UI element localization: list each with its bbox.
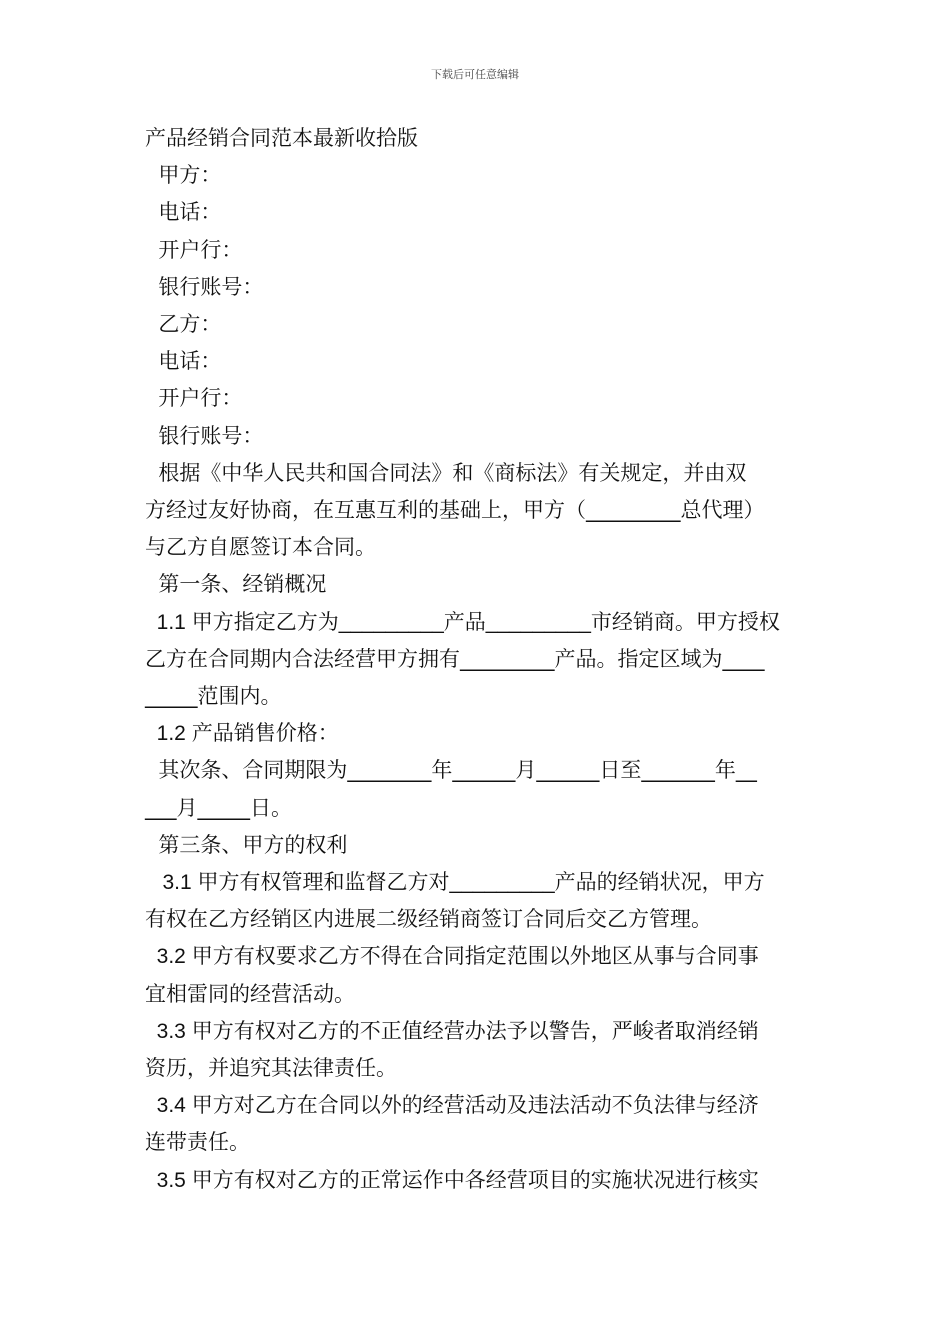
clause-3-2-line: 宜相雷同的经营活动。 [145, 981, 355, 1006]
clause-3-1-line: 3.1 甲方有权管理和监督乙方对_________产品的经销状况，甲方 [145, 871, 765, 895]
party-a-phone-label: 电话： [145, 200, 222, 225]
article-1-heading: 第一条、经销概况 [145, 572, 327, 597]
clause-3-1-line: 有权在乙方经销区内进展二级经销商签订合同后交乙方管理。 [145, 907, 712, 932]
clause-1-1-line: 乙方在合同期内合法经营甲方拥有_________产品。指定区域为____ [145, 646, 765, 671]
preamble-line: 与乙方自愿签订本合同。 [145, 535, 376, 560]
article-2-line: 其次条、合同期限为________年______月______日至_______年__ [145, 758, 757, 783]
clause-3-2-line: 3.2 甲方有权要求乙方不得在合同指定范围以外地区从事与合同事 [145, 945, 759, 969]
clause-1-2-line: 1.2 产品销售价格： [145, 722, 339, 746]
clause-3-4-line: 连带责任。 [145, 1130, 250, 1155]
party-b-bank-label: 开户行： [145, 386, 243, 411]
party-b-label: 乙方： [145, 312, 222, 337]
clause-3-5-line: 3.5 甲方有权对乙方的正常运作中各经营项目的实施状况进行核实 [145, 1168, 759, 1192]
clause-3-3-line: 资历，并追究其法律责任。 [145, 1056, 397, 1081]
clause-1-1-line: 1.1 甲方指定乙方为_________产品_________市经销商。甲方授权 [145, 610, 780, 634]
article-3-heading: 第三条、甲方的权利 [145, 832, 348, 857]
party-b-account-label: 银行账号： [145, 423, 264, 448]
preamble-line: 根据《中华人民共和国合同法》和《商标法》有关规定，并由双 [145, 460, 747, 485]
document-title: 产品经销合同范本最新收拾版 [145, 126, 418, 150]
clause-1-1-line: _____范围内。 [145, 684, 282, 709]
party-b-phone-label: 电话： [145, 349, 222, 374]
article-2-line: ___月_____日。 [145, 795, 292, 820]
preamble-line: 方经过友好协商，在互惠互利的基础上，甲方（_________总代理） [145, 498, 765, 523]
clause-3-4-line: 3.4 甲方对乙方在合同以外的经营活动及违法活动不负法律与经济 [145, 1094, 759, 1118]
party-a-bank-label: 开户行： [145, 237, 243, 262]
party-a-account-label: 银行账号： [145, 274, 264, 299]
party-a-label: 甲方： [145, 163, 222, 188]
clause-3-3-line: 3.3 甲方有权对乙方的不正值经营办法予以警告，严峻者取消经销 [145, 1019, 759, 1043]
page-header-note: 下载后可任意编辑 [431, 68, 519, 81]
document-body [145, 120, 809, 1199]
